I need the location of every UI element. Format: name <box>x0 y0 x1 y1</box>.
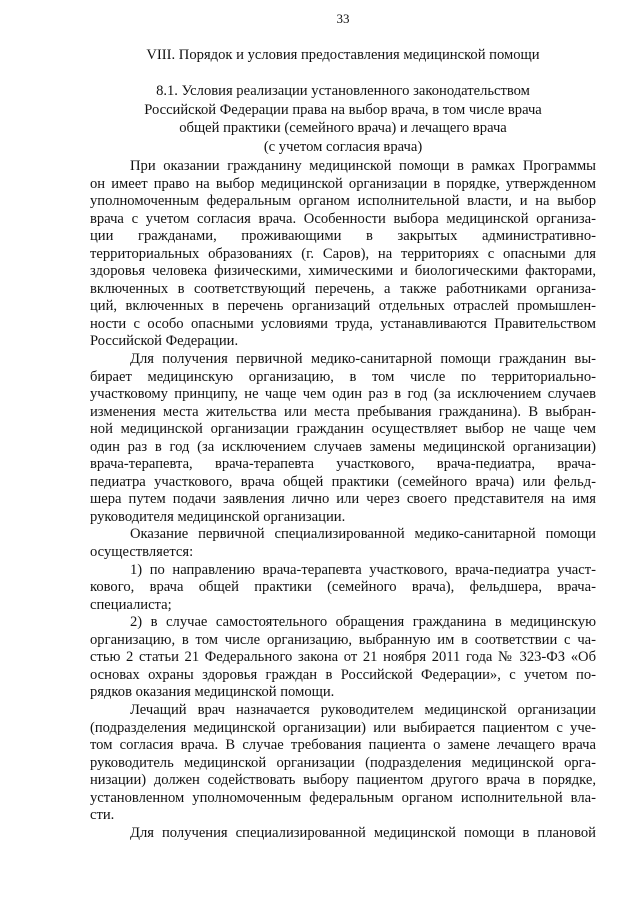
section-title: VIII. Порядок и условия предоставления медицинской помощи <box>146 47 540 63</box>
paragraph-line: Для получения первичной медико-санитарной помощи гражданин вы- <box>130 351 596 368</box>
paragraph-line: ций, включенных в перечень организаций отдельных отраслей промышлен- <box>90 298 596 315</box>
paragraph-line: рядков оказания медицинской помощи. <box>90 684 335 701</box>
paragraph-line: Для получения специализированной медицинской помощи в плановой <box>130 824 596 841</box>
paragraph-line: шера путем подачи заявления лично или через своего представителя на имя <box>90 491 596 508</box>
subsection-title-line: общей практики (семейного врача) и лечащего врача <box>179 120 507 136</box>
paragraph-line: врача с учетом согласия врача. Особенности выбора медицинской организа- <box>90 210 596 227</box>
paragraph-line: организацию, в том числе организацию, выбранную им в соответствии с ча- <box>90 631 596 648</box>
subsection-title-line: (с учетом согласия врача) <box>263 138 423 155</box>
paragraph-line: кового, врача общей практики (семейного врача), фельдшера, врача- <box>90 579 596 596</box>
paragraph <box>90 702 596 825</box>
paragraph-line: уполномоченным федеральным органом исполнительной власти, и на выбор <box>90 193 596 210</box>
paragraph-line: здоровья человека физическими, химическими и биологическими факторами, <box>90 263 596 280</box>
paragraph <box>90 351 596 526</box>
subsection-title-line: Российской Федерации права на выбор врача, в том числе врача <box>144 101 542 118</box>
paragraph-line: Лечащий врач назначается руководителем медицинской организации <box>130 701 596 718</box>
paragraph-line: ной медицинской организации гражданин осуществляет выбор не чаще чем <box>90 421 596 438</box>
paragraph-line: руководителя медицинской организации. <box>90 508 346 525</box>
paragraph-line: он имеет право на выбор медицинской организации в порядке, утвержденном <box>90 175 596 192</box>
paragraph <box>90 614 596 702</box>
paragraph <box>90 562 596 615</box>
paragraph-line: руководитель медицинской организации (подразделения медицинской орга- <box>90 754 596 771</box>
paragraph-line: (подразделения медицинской организации) или выбирается пациентом с уче- <box>90 719 596 736</box>
body-text <box>90 158 596 842</box>
paragraph-line: включенных в соответствующий перечень, а также работниками организа- <box>90 280 596 297</box>
paragraph-line: основах охраны здоровья граждан в Российской Федерации», с учетом по- <box>90 666 596 683</box>
paragraph-line: сти. <box>90 807 115 824</box>
subsection-title-line: 8.1. Условия реализации установленного законодательством <box>156 83 530 99</box>
paragraph <box>90 526 596 561</box>
paragraph-line: Российской Федерации. <box>90 333 239 350</box>
paragraph-line: том согласия врача. В случае требования пациента о замене лечащего врача <box>90 737 596 754</box>
paragraph-line: бирает медицинскую организацию, в том числе по территориально- <box>90 368 596 385</box>
paragraph <box>90 158 596 351</box>
paragraph-line: один раз в год (за исключением случаев замены медицинской организации) <box>90 438 596 455</box>
paragraph-line: 1) по направлению врача-терапевта участкового, врача-педиатра участ- <box>130 561 596 578</box>
paragraph-line: участковому принципу, не чаще чем один раз в год (за исключением случаев <box>90 386 596 403</box>
paragraph-line: ности с особо опасными условиями труда, устанавливаются Правительством <box>90 315 596 332</box>
paragraph-line: стью 2 статьи 21 Федерального закона от 21 ноября 2011 года № 323-ФЗ «Об <box>90 649 596 666</box>
paragraph-line: низации) должен содействовать выбору пациентом другого врача в порядке, <box>90 772 596 789</box>
paragraph-line: специалиста; <box>90 596 172 613</box>
paragraph-line: Оказание первичной специализированной медико-санитарной помощи <box>130 526 596 543</box>
subsection-title <box>90 82 596 156</box>
paragraph-line: ции гражданами, проживающими в закрытых административно- <box>90 228 596 245</box>
paragraph <box>90 825 596 843</box>
paragraph-line: 2) в случае самостоятельного обращения гражданина в медицинскую <box>130 614 596 631</box>
paragraph-line: изменения места жительства или места пребывания гражданина). В выбран- <box>90 403 596 420</box>
paragraph-line: установленном уполномоченным федеральным органом исполнительной вла- <box>90 789 596 806</box>
paragraph-line: педиатра участкового, врача общей практики (семейного врача) или фельд- <box>90 473 596 490</box>
paragraph-line: осуществляется: <box>90 544 194 561</box>
paragraph-line: При оказании гражданину медицинской помощи в рамках Программы <box>130 158 596 174</box>
page-number: 33 <box>336 11 350 26</box>
paragraph-line: территориальных образованиях (г. Саров), на территориях с опасными для <box>90 245 596 262</box>
paragraph-line: врача-терапевта, врача-терапевта участкового, врача-педиатра, врача- <box>90 456 596 473</box>
